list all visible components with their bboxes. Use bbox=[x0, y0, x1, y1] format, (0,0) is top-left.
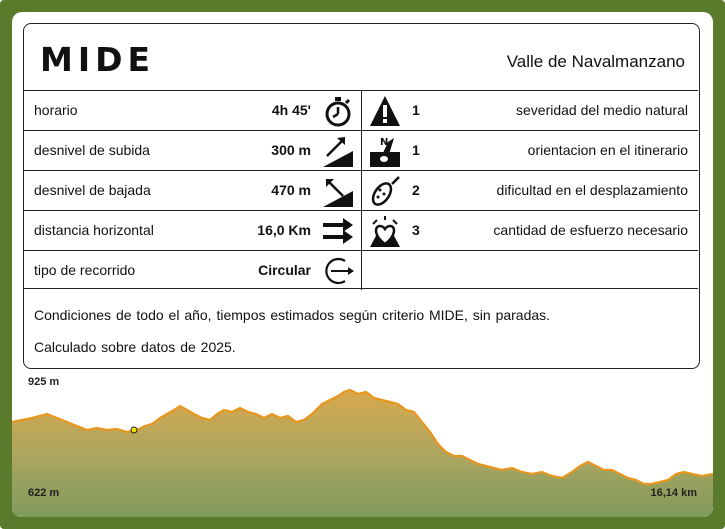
ascent-icon bbox=[321, 134, 355, 168]
notes-section bbox=[24, 288, 698, 368]
route-type-cell bbox=[24, 251, 361, 290]
svg-text:N: N bbox=[380, 137, 389, 148]
descent-label: desnivel de bajada bbox=[34, 182, 151, 198]
descent-cell bbox=[24, 171, 361, 210]
sheet bbox=[12, 12, 713, 517]
empty-cell bbox=[361, 251, 698, 290]
distance-value: 16,0 Km bbox=[257, 222, 311, 238]
start-marker bbox=[131, 427, 137, 433]
orientation-label: orientacion en el itinerario bbox=[527, 142, 688, 158]
time-value: 4h 45' bbox=[271, 102, 311, 118]
time-cell bbox=[24, 91, 361, 130]
severity-score: 1 bbox=[412, 102, 420, 118]
circular-route-icon bbox=[321, 254, 355, 288]
displacement-score: 2 bbox=[412, 182, 420, 198]
ascent-value: 300 m bbox=[271, 142, 311, 158]
route-name: Valle de Navalmanzano bbox=[506, 52, 685, 71]
boot-sole-icon bbox=[368, 174, 402, 208]
grid-row bbox=[24, 210, 698, 250]
severity-label: severidad del medio natural bbox=[516, 102, 688, 118]
grid-row bbox=[24, 170, 698, 210]
grid-row bbox=[24, 90, 698, 130]
mide-card bbox=[23, 23, 700, 369]
effort-label: cantidad de esfuerzo necesario bbox=[493, 222, 688, 238]
calc-note: Calculado sobre datos de 2025. bbox=[34, 339, 236, 355]
severity-cell bbox=[361, 91, 698, 130]
total-distance-label: 16,14 km bbox=[650, 487, 697, 499]
grid-row bbox=[24, 250, 698, 290]
orientation-score: 1 bbox=[412, 142, 420, 158]
mide-logo: MIDE bbox=[40, 40, 156, 79]
ascent-label: desnivel de subida bbox=[34, 142, 150, 158]
warning-triangle-icon bbox=[368, 94, 402, 128]
mide-grid bbox=[24, 90, 698, 290]
effort-cell bbox=[361, 211, 698, 250]
distance-cell bbox=[24, 211, 361, 250]
max-elevation-label: 925 m bbox=[28, 376, 60, 388]
distance-label: distancia horizontal bbox=[34, 222, 154, 238]
effort-score: 3 bbox=[412, 222, 420, 238]
stopwatch-icon bbox=[321, 94, 355, 128]
route-type-label: tipo de recorrido bbox=[34, 262, 136, 278]
descent-icon bbox=[321, 174, 355, 208]
displacement-cell bbox=[361, 171, 698, 210]
compass-icon bbox=[368, 134, 402, 168]
orientation-cell bbox=[361, 131, 698, 170]
displacement-label: dificultad en el desplazamiento bbox=[496, 182, 688, 198]
distance-arrows-icon bbox=[321, 214, 355, 248]
grid-row bbox=[24, 130, 698, 170]
descent-value: 470 m bbox=[271, 182, 311, 198]
route-type-value: Circular bbox=[258, 262, 311, 278]
heart-effort-icon bbox=[368, 214, 402, 248]
ascent-cell bbox=[24, 131, 361, 170]
conditions-note: Condiciones de todo el año, tiempos estimados según criterio MIDE, sin paradas. bbox=[34, 307, 551, 323]
min-elevation-label: 622 m bbox=[28, 487, 60, 499]
time-label: horario bbox=[34, 102, 78, 118]
elevation-profile bbox=[12, 374, 713, 517]
